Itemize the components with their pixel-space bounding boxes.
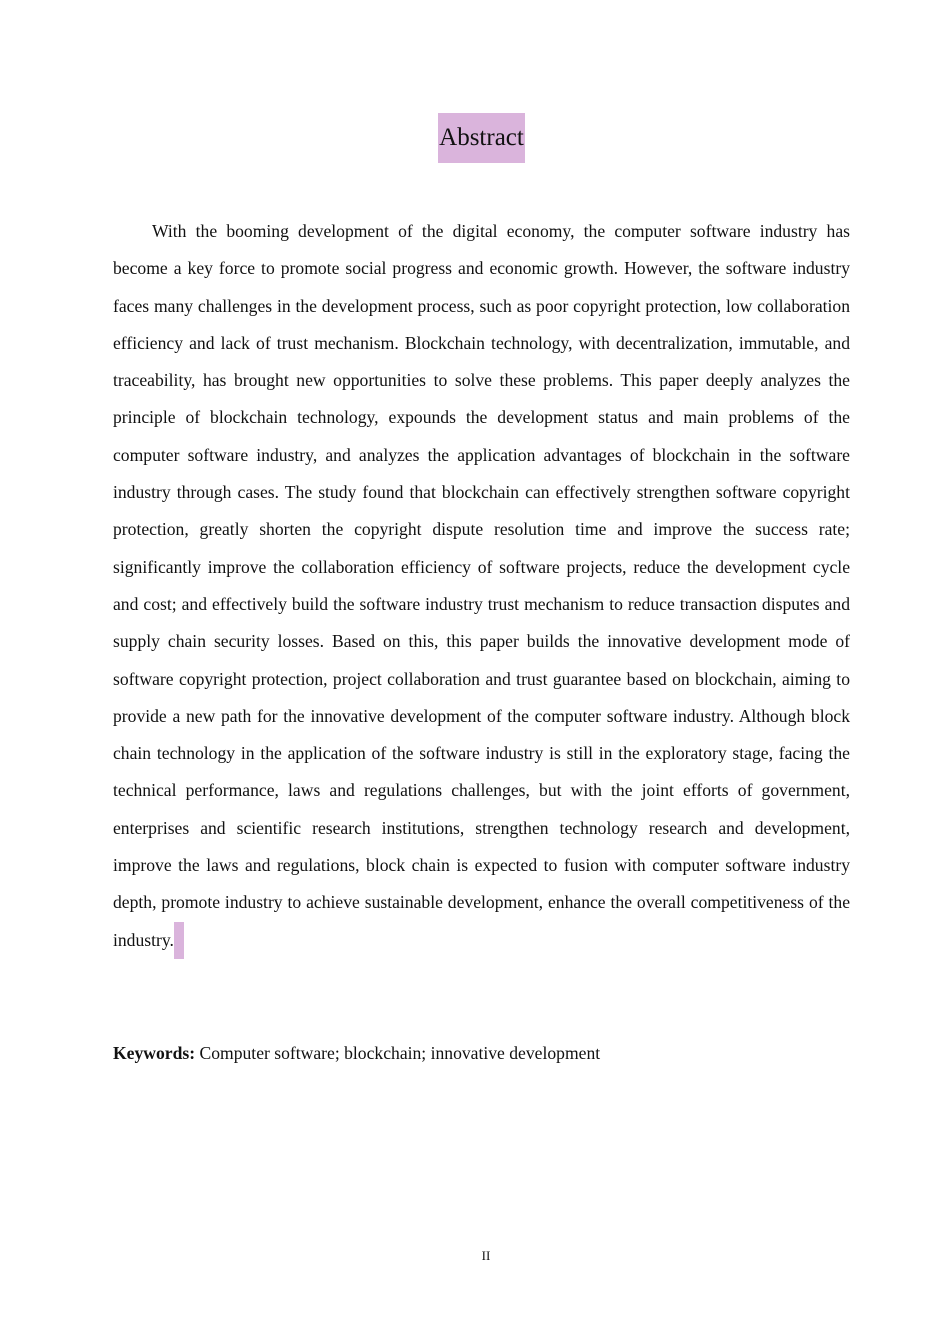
page-number: II — [481, 1248, 491, 1263]
keywords-text: Computer software; blockchain; innovative development — [199, 1043, 601, 1063]
abstract-title: Abstract — [438, 113, 525, 163]
abstract-text: With the booming development of the digital economy, the computer software industry has become a key force to promote social progress and economic growth. However, the software industry faces many challenges in the development process, such as poor copyright protection, low collaboration efficiency and lack of trust mechanism. Blockchain technology, with decentralization, immutable, and traceability, has brought new opportunities to solve these problems. This paper deeply analyzes the principle of blockchain technology, expounds the development status and main problems of the computer software industry, and analyzes the application advantages of blockchain in the software industry through cases. The study found that blockchain can effectively strengthen software copyright protection, greatly shorten the copyright dispute resolution time and improve the success rate; significantly improve the collaboration efficiency of software projects, reduce the development cycle and cost; and effectively build the software industry trust mechanism to reduce transaction disputes and supply chain security losses. Based on this, this paper builds the innovative development mode of software copyright protection, project collaboration and trust guarantee based on blockchain, aiming to provide a new path for the innovative development of the computer software industry. Although block chain technology in the application of the software industry is still in the exploratory stage, facing the technical performance, laws and regulations challenges, but with the joint efforts of government, enterprises and scientific research institutions, strengthen technology research and development, improve the laws and regulations, block chain is expected to fusion with computer software industry depth, promote industry to achieve sustainable development, enhance the overall competitiveness of the industry. — [113, 221, 850, 950]
keywords-label: Keywords: — [113, 1043, 196, 1063]
highlight-marker — [174, 922, 184, 959]
title-container — [0, 113, 950, 163]
abstract-paragraph — [113, 213, 850, 959]
keywords-line — [113, 1038, 850, 1068]
